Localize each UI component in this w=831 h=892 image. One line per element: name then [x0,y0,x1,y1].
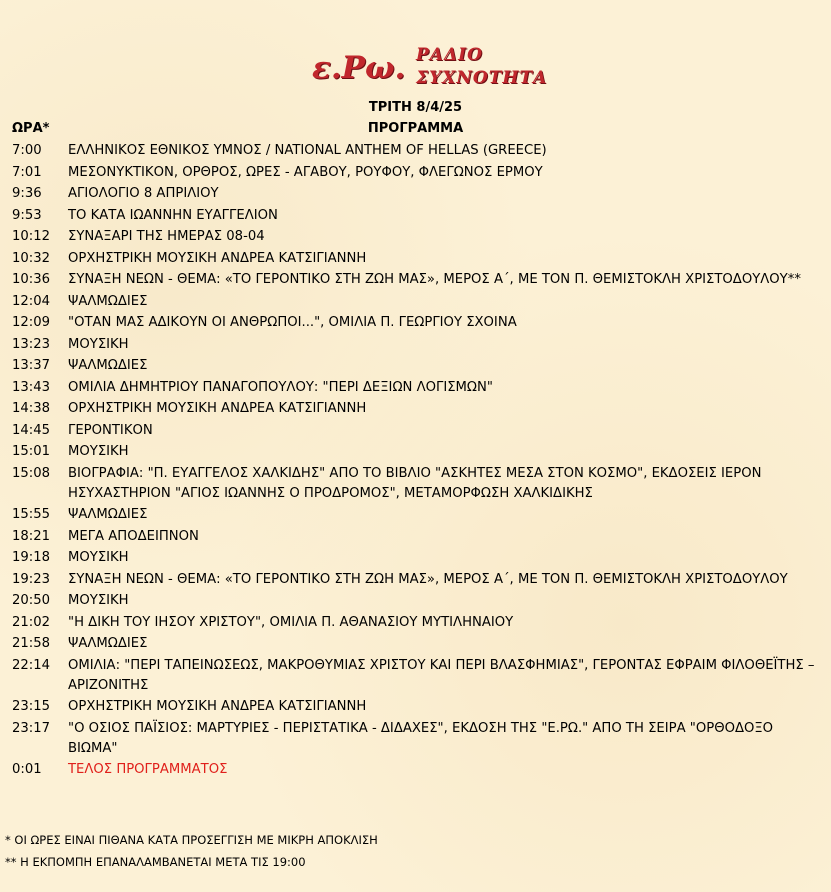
schedule-time: 15:08 [12,465,51,481]
schedule-title: ΜΕΓΑ ΑΠΟΔΕΙΠΝΟΝ [68,528,199,544]
schedule-row [12,656,822,696]
footnote-2: ** Η ΕΚΠΟΜΠΗ ΕΠΑΝΑΛΑΜΒΑΝΕΤΑΙ ΜΕΤΑ ΤΙΣ 19:00 [5,855,306,869]
schedule-time: 7:01 [12,164,42,180]
schedule-time: 14:38 [12,401,51,416]
schedule-row [12,505,822,525]
logo-main-text: ε.Ρω. [312,50,406,86]
schedule-time: 19:23 [12,571,51,587]
schedule-title: ΨΑΛΜΩΔΙΕΣ [68,507,148,522]
schedule-title: ΟΡΧΗΣΤΡΙΚΗ ΜΟΥΣΙΚΗ ΑΝΔΡΕΑ ΚΑΤΣΙΓΙΑΝΝΗ [68,699,367,714]
schedule-row [12,270,822,290]
schedule-title: ΤΟ ΚΑΤΑ ΙΩΑΝΝΗΝ ΕΥΑΓΓΕΛΙΟΝ [68,207,278,223]
schedule-time: 14:45 [12,422,51,438]
schedule-title: ΨΑΛΜΩΔΙΕΣ [68,293,148,309]
schedule-title: ΣΥΝΑΞΗ ΝΕΩΝ - ΘΕΜΑ: «ΤΟ ΓΕΡΟΝΤΙΚΟ ΣΤΗ ΖΩΗ ΜΑΣ», ΜΕΡΟΣ Α΄, ΜΕ ΤΟΝ Π. ΘΕΜΙΣΤΟΚΛΗ ΧΡΙΣΤΟΔΟΥΛΟΥ** [68,272,801,287]
schedule-time: 18:21 [12,528,51,544]
schedule-title: "Ο ΟΣΙΟΣ ΠΑΪΣΙΟΣ: ΜΑΡΤΥΡΙΕΣ - ΠΕΡΙΣΤΑΤΙΚΑ - ΔΙΔΑΧΕΣ", ΕΚΔΟΣΗ ΤΗΣ "Ε.ΡΩ." ΑΠΟ ΤΗ ΣΕΙΡΑ "ΟΡΘΟΔΟΞΟ ΒΙΩΜΑ" [68,720,774,756]
program-column-header: ΠΡΟΓΡΑΜΜΑ [367,121,464,136]
schedule-title: ΤΕΛΟΣ ΠΡΟΓΡΑΜΜΑΤΟΣ [68,762,228,777]
schedule-row [12,442,822,462]
schedule-row [12,163,822,183]
schedule-title: ΜΕΣΟΝΥΚΤΙΚΟΝ, ΟΡΘΡΟΣ, ΩΡΕΣ - ΑΓΑΒΟΥ, ΡΟΥΦΟΥ, ΦΛΕΓΩΝΟΣ ΕΡΜΟΥ [68,164,543,180]
schedule-time: 10:12 [12,229,51,244]
schedule-title: ΟΡΧΗΣΤΡΙΚΗ ΜΟΥΣΙΚΗ ΑΝΔΡΕΑ ΚΑΤΣΙΓΙΑΝΝΗ [68,250,367,266]
schedule-time: 21:02 [12,614,51,630]
schedule-row [12,591,822,611]
schedule-row [12,206,822,226]
schedule-row [12,464,822,504]
schedule-time: 10:32 [12,250,51,266]
schedule-time: 23:15 [12,699,51,714]
schedule-time: 12:09 [12,315,51,330]
schedule-title: ΜΟΥΣΙΚΗ [68,593,129,608]
schedule-row [12,141,822,161]
schedule-title: "Η ΔΙΚΗ ΤΟΥ ΙΗΣΟΥ ΧΡΙΣΤΟΥ", ΟΜΙΛΙΑ Π. ΑΘΑΝΑΣΙΟΥ ΜΥΤΙΛΗΝΑΙΟΥ [68,614,514,630]
schedule-date: ΤΡΙΤΗ 8/4/25 [368,100,463,115]
schedule-title: ΟΜΙΛΙΑ ΔΗΜΗΤΡΙΟΥ ΠΑΝΑΓΟΠΟΥΛΟΥ: "ΠΕΡΙ ΔΕΞΙΩΝ ΛΟΓΙΣΜΩΝ" [68,379,493,395]
schedule-row [12,613,822,633]
schedule-row [12,697,822,717]
schedule-time: 15:01 [12,444,51,459]
schedule-title: ΟΡΧΗΣΤΡΙΚΗ ΜΟΥΣΙΚΗ ΑΝΔΡΕΑ ΚΑΤΣΙΓΙΑΝΝΗ [68,401,367,416]
schedule-time: 13:37 [12,358,51,373]
logo-sub-line-1: ΡΑΔΙΟ [416,45,483,65]
schedule-title: ΓΕΡΟΝΤΙΚΟΝ [68,422,153,438]
schedule-row [12,313,822,333]
schedule-time: 23:17 [12,720,51,736]
schedule-title: ΜΟΥΣΙΚΗ [68,550,129,565]
footnotes [5,829,378,873]
schedule-row [12,548,822,568]
schedule-row [12,335,822,355]
schedule-row [12,719,822,759]
time-column-header: ΩΡΑ* [12,121,50,136]
schedule-title: ΜΟΥΣΙΚΗ [68,444,129,459]
schedule-time: 21:58 [12,636,51,651]
logo-sub-line-2: ΣΥΧΝΟΤΗΤΑ [416,68,548,88]
schedule-row [12,760,822,780]
schedule-title: ΣΥΝΑΞΗ ΝΕΩΝ - ΘΕΜΑ: «ΤΟ ΓΕΡΟΝΤΙΚΟ ΣΤΗ ΖΩΗ ΜΑΣ», ΜΕΡΟΣ Α΄, ΜΕ ΤΟΝ Π. ΘΕΜΙΣΤΟΚΛΗ ΧΡΙΣΤΟΔΟΥΛΟΥ [68,571,788,587]
schedule-time: 15:55 [12,507,51,522]
schedule-time: 10:36 [12,272,51,287]
schedule-title: ΨΑΛΜΩΔΙΕΣ [68,636,148,651]
schedule-row [12,570,822,590]
schedule-row [12,527,822,547]
schedule-row [12,227,822,247]
schedule-title: ΨΑΛΜΩΔΙΕΣ [68,358,148,373]
schedule-title: ΜΟΥΣΙΚΗ [68,336,129,352]
schedule-time: 19:18 [12,550,51,565]
schedule-time: 13:43 [12,379,51,395]
footnote-1: * ΟΙ ΩΡΕΣ ΕΙΝΑΙ ΠΙΘΑΝΑ ΚΑΤΑ ΠΡΟΣΕΓΓΙΣΗ ΜΕ ΜΙΚΡΗ ΑΠΟΚΛΙΣΗ [5,833,378,847]
schedule-time: 7:00 [12,143,42,158]
schedule-title: ΣΥΝΑΞΑΡΙ ΤΗΣ ΗΜΕΡΑΣ 08-04 [68,229,265,244]
schedule-time: 22:14 [12,657,51,673]
schedule-row [12,421,822,441]
schedule-time: 13:23 [12,336,51,352]
schedule-row [12,634,822,654]
schedule-row [12,399,822,419]
schedule-time: 9:36 [12,186,42,201]
schedule-row [12,378,822,398]
schedule-title: ΑΓΙΟΛΟΓΙΟ 8 ΑΠΡΙΛΙΟΥ [68,186,219,201]
schedule-title: ΟΜΙΛΙΑ: "ΠΕΡΙ ΤΑΠΕΙΝΩΣΕΩΣ, ΜΑΚΡΟΘΥΜΙΑΣ ΧΡΙΣΤΟΥ ΚΑΙ ΠΕΡΙ ΒΛΑΣΦΗΜΙΑΣ", ΓΕΡΟΝΤΑΣ ΕΦΡΑΙΜ ΦΙΛΟΘΕΪΤΗΣ – ΑΡΙΖΟΝΙΤΗΣ [68,657,815,693]
schedule-row [12,249,822,269]
schedule-title: "ΟΤΑΝ ΜΑΣ ΑΔΙΚΟΥΝ ΟΙ ΑΝΘΡΩΠΟΙ...", ΟΜΙΛΙΑ Π. ΓΕΩΡΓΙΟΥ ΣΧΟΙΝΑ [68,315,517,330]
schedule-title: ΒΙΟΓΡΑΦΙΑ: "Π. ΕΥΑΓΓΕΛΟΣ ΧΑΛΚΙΔΗΣ" ΑΠΟ ΤΟ ΒΙΒΛΙΟ "ΑΣΚΗΤΕΣ ΜΕΣΑ ΣΤΟΝ ΚΟΣΜΟ", ΕΚΔΟΣΕΙΣ ΙΕΡΟΝ ΗΣΥΧΑΣΤΗΡΙΟΝ "ΑΓΙΟΣ ΙΩΑΝΝΗΣ Ο ΠΡΟΔΡΟΜΟΣ", ΜΕΤΑΜΟΡΦΩΣΗ ΧΑΛΚΙΔΙΚΗΣ [68,465,762,501]
schedule-row [12,184,822,204]
schedule-time: 9:53 [12,207,42,223]
schedule-time: 12:04 [12,293,51,309]
schedule-row [12,356,822,376]
schedule-row [12,292,822,312]
logo-subtitle [416,44,547,90]
schedule-time: 0:01 [12,762,42,777]
schedule-list [12,141,822,782]
station-logo [312,44,552,94]
schedule-time: 20:50 [12,593,51,608]
schedule-title: ΕΛΛΗΝΙΚΟΣ ΕΘΝΙΚΟΣ ΥΜΝΟΣ / NATIONAL ANTHEM OF HELLAS (GREECE) [68,143,547,158]
